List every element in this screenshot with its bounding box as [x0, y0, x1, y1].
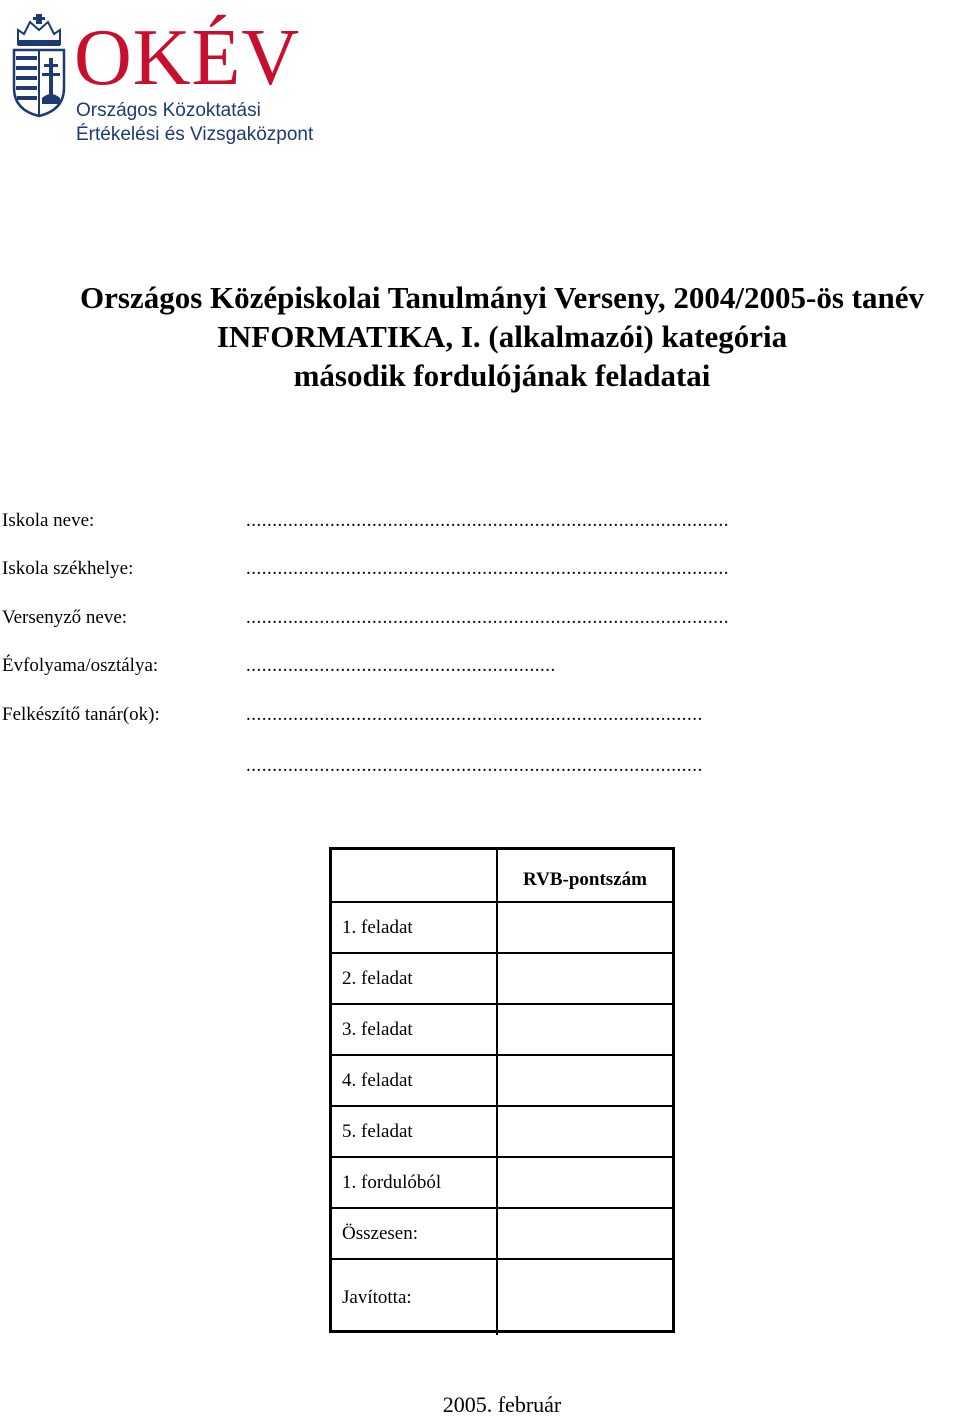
score-cell[interactable]: [497, 902, 672, 953]
logo-title: OKÉV: [74, 14, 301, 102]
table-row: [332, 953, 672, 1004]
table-header-row: [332, 850, 672, 902]
score-cell[interactable]: [497, 1004, 672, 1055]
table-row: [332, 902, 672, 953]
row-label: 2. feladat: [332, 953, 497, 1004]
document-date: 2005. február: [442, 1392, 562, 1417]
field-school-seat: [0, 554, 960, 584]
fill-in-line[interactable]: ............................................................................................: [246, 558, 729, 579]
field-teachers: [0, 700, 960, 730]
okev-logo: [10, 14, 314, 154]
score-cell[interactable]: [497, 1106, 672, 1157]
field-grade-class: [0, 651, 960, 681]
field-label: Iskola neve:: [2, 510, 95, 531]
table-row: [332, 1208, 672, 1259]
title-line-3: második fordulójának feladatai: [293, 358, 711, 393]
row-label: Összesen:: [332, 1208, 497, 1259]
rvb-score-header: RVB-pontszám: [497, 850, 672, 902]
logo-subtitle-line1: Országos Közoktatási: [76, 100, 261, 121]
score-cell[interactable]: [497, 1208, 672, 1259]
field-label: Versenyző neve:: [2, 607, 128, 628]
table-row: [332, 1004, 672, 1055]
fill-in-line[interactable]: ............................................................................................: [246, 510, 729, 531]
row-label: 1. fordulóból: [332, 1157, 497, 1208]
field-teachers-continued: [0, 751, 960, 781]
header-empty-cell: [332, 850, 497, 902]
score-cell[interactable]: [497, 1259, 672, 1335]
table-row: [332, 1106, 672, 1157]
fill-in-line[interactable]: ............................................................................................: [246, 607, 729, 628]
row-label: 1. feladat: [332, 902, 497, 953]
title-line-2: INFORMATIKA, I. (alkalmazói) kategória: [216, 319, 788, 354]
document-title: [44, 278, 960, 395]
score-cell[interactable]: [497, 1157, 672, 1208]
table-row: [332, 1259, 672, 1335]
row-label: 3. feladat: [332, 1004, 497, 1055]
field-label: Évfolyama/osztálya:: [2, 655, 159, 676]
field-label: Iskola székhelye:: [2, 558, 134, 579]
logo-subtitle-line2: Értékelési és Vizsgaközpont: [76, 124, 314, 145]
row-label: Javította:: [332, 1259, 497, 1335]
score-table: [329, 847, 675, 1333]
field-label: Felkészítő tanár(ok):: [2, 704, 160, 725]
field-school-name: [0, 506, 960, 536]
hungarian-coat-of-arms-icon: [10, 14, 68, 118]
score-cell[interactable]: [497, 953, 672, 1004]
score-cell[interactable]: [497, 1055, 672, 1106]
fill-in-line[interactable]: ...........................................................: [246, 655, 556, 676]
fill-in-line[interactable]: .......................................................................................: [246, 755, 703, 776]
table-row: [332, 1055, 672, 1106]
row-label: 4. feladat: [332, 1055, 497, 1106]
field-contestant-name: [0, 603, 960, 633]
fill-in-line[interactable]: .......................................................................................: [246, 704, 703, 725]
table-row: [332, 1157, 672, 1208]
row-label: 5. feladat: [332, 1106, 497, 1157]
title-line-1: Országos Középiskolai Tanulmányi Verseny, 2004/2005-ös tanév: [80, 280, 924, 315]
